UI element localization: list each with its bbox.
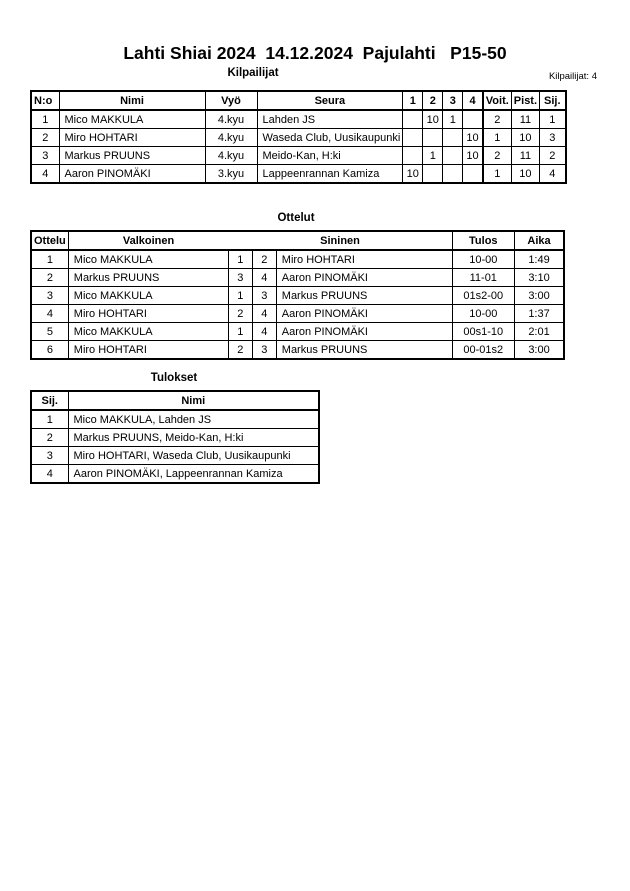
tulokset-table — [30, 390, 320, 484]
competitor-row — [31, 110, 566, 129]
header-sininen: Sininen — [228, 231, 452, 250]
result-name: Miro HOHTARI, Waseda Club, Uusikaupunki — [68, 447, 319, 465]
result-placement: 1 — [31, 410, 68, 429]
kilpailijat-table — [30, 90, 567, 184]
blue-player-name: Markus PRUUNS — [276, 341, 452, 360]
competitor-row — [31, 165, 566, 184]
wins-value: 1 — [483, 129, 512, 147]
round-3-score — [443, 147, 463, 165]
competitor-no: 1 — [31, 110, 59, 129]
header-voit: Voit. — [483, 91, 512, 110]
competitors-count-label: Kilpailijat: 4 — [548, 71, 597, 82]
round-3-score: 1 — [443, 110, 463, 129]
competitor-no: 4 — [31, 165, 59, 184]
result-placement: 4 — [31, 465, 68, 484]
white-player-name: Mico MAKKULA — [68, 250, 228, 269]
match-time: 1:37 — [514, 305, 564, 323]
match-no: 5 — [31, 323, 68, 341]
competitor-name: Mico MAKKULA — [59, 110, 205, 129]
placement-value: 1 — [540, 110, 566, 129]
white-player-no: 1 — [228, 287, 252, 305]
blue-player-no: 3 — [252, 287, 276, 305]
match-row — [31, 269, 564, 287]
round-2-score — [423, 129, 443, 147]
white-player-no: 2 — [228, 305, 252, 323]
page-title: Lahti Shiai 2024 14.12.2024 Pajulahti P15-50 — [123, 43, 507, 63]
competitor-row — [31, 147, 566, 165]
tulokset-section-title: Tulokset — [150, 372, 198, 384]
match-result: 10-00 — [452, 250, 514, 269]
kilpailijat-section-header — [0, 66, 630, 84]
placement-value: 4 — [540, 165, 566, 184]
header-round-2: 2 — [423, 91, 443, 110]
match-row — [31, 287, 564, 305]
blue-player-no: 4 — [252, 323, 276, 341]
header-no: N:o — [31, 91, 59, 110]
header-aika: Aika — [514, 231, 564, 250]
round-4-score: 10 — [463, 129, 483, 147]
white-player-name: Miro HOHTARI — [68, 305, 228, 323]
match-no: 3 — [31, 287, 68, 305]
white-player-name: Mico MAKKULA — [68, 323, 228, 341]
header-sij: Sij. — [31, 391, 68, 410]
wins-value: 1 — [483, 165, 512, 184]
points-value: 11 — [511, 147, 539, 165]
match-time: 2:01 — [514, 323, 564, 341]
match-row — [31, 250, 564, 269]
competitor-belt: 4.kyu — [205, 110, 257, 129]
result-row — [31, 410, 319, 429]
round-2-score: 10 — [423, 110, 443, 129]
blue-player-name: Aaron PINOMÄKI — [276, 305, 452, 323]
competitor-belt: 4.kyu — [205, 147, 257, 165]
round-4-score — [463, 110, 483, 129]
blue-player-name: Aaron PINOMÄKI — [276, 269, 452, 287]
match-result: 00-01s2 — [452, 341, 514, 360]
match-result: 01s2-00 — [452, 287, 514, 305]
round-2-score: 1 — [423, 147, 443, 165]
blue-player-name: Miro HOHTARI — [276, 250, 452, 269]
kilpailijat-header-row — [31, 91, 566, 110]
match-no: 6 — [31, 341, 68, 360]
wins-value: 2 — [483, 147, 512, 165]
white-player-name: Miro HOHTARI — [68, 341, 228, 360]
match-row — [31, 323, 564, 341]
blue-player-name: Aaron PINOMÄKI — [276, 323, 452, 341]
match-result: 00s1-10 — [452, 323, 514, 341]
round-3-score — [443, 165, 463, 184]
blue-player-no: 3 — [252, 341, 276, 360]
competitor-name: Miro HOHTARI — [59, 129, 205, 147]
points-value: 10 — [511, 165, 539, 184]
white-player-no: 3 — [228, 269, 252, 287]
round-3-score — [443, 129, 463, 147]
match-time: 1:49 — [514, 250, 564, 269]
competitor-club: Meido-Kan, H:ki — [257, 147, 403, 165]
header-vyo: Vyö — [205, 91, 257, 110]
competitor-club: Lahden JS — [257, 110, 403, 129]
round-4-score — [463, 165, 483, 184]
header-sij: Sij. — [540, 91, 566, 110]
ottelut-section-title: Ottelut — [277, 212, 315, 224]
points-value: 10 — [511, 129, 539, 147]
header-pist: Pist. — [511, 91, 539, 110]
result-placement: 3 — [31, 447, 68, 465]
wins-value: 2 — [483, 110, 512, 129]
ottelut-header-row — [31, 231, 564, 250]
points-value: 11 — [511, 110, 539, 129]
round-1-score — [403, 110, 423, 129]
result-name: Markus PRUUNS, Meido-Kan, H:ki — [68, 429, 319, 447]
blue-player-name: Markus PRUUNS — [276, 287, 452, 305]
competitor-belt: 4.kyu — [205, 129, 257, 147]
kilpailijat-section-title: Kilpailijat — [227, 67, 279, 79]
header-round-1: 1 — [403, 91, 423, 110]
white-player-name: Mico MAKKULA — [68, 287, 228, 305]
competitor-club: Lappeenrannan Kamiza — [257, 165, 403, 184]
blue-player-no: 4 — [252, 269, 276, 287]
competitor-no: 3 — [31, 147, 59, 165]
match-no: 2 — [31, 269, 68, 287]
competitor-no: 2 — [31, 129, 59, 147]
competitor-name: Markus PRUUNS — [59, 147, 205, 165]
match-no: 4 — [31, 305, 68, 323]
blue-player-no: 4 — [252, 305, 276, 323]
competitor-club: Waseda Club, Uusikaupunki — [257, 129, 403, 147]
round-2-score — [423, 165, 443, 184]
match-time: 3:00 — [514, 341, 564, 360]
match-row — [31, 305, 564, 323]
result-row — [31, 465, 319, 484]
ottelut-table — [30, 230, 565, 360]
round-1-score: 10 — [403, 165, 423, 184]
match-result: 11-01 — [452, 269, 514, 287]
white-player-no: 1 — [228, 323, 252, 341]
header-round-4: 4 — [463, 91, 483, 110]
result-row — [31, 429, 319, 447]
placement-value: 3 — [540, 129, 566, 147]
result-placement: 2 — [31, 429, 68, 447]
match-row — [31, 341, 564, 360]
blue-player-no: 2 — [252, 250, 276, 269]
result-name: Mico MAKKULA, Lahden JS — [68, 410, 319, 429]
competitor-belt: 3.kyu — [205, 165, 257, 184]
header-nimi: Nimi — [59, 91, 205, 110]
white-player-no: 2 — [228, 341, 252, 360]
round-4-score: 10 — [463, 147, 483, 165]
white-player-name: Markus PRUUNS — [68, 269, 228, 287]
header-round-3: 3 — [443, 91, 463, 110]
match-time: 3:10 — [514, 269, 564, 287]
header-ottelu: Ottelu — [31, 231, 68, 250]
match-time: 3:00 — [514, 287, 564, 305]
header-tulos: Tulos — [452, 231, 514, 250]
competitor-row — [31, 129, 566, 147]
header-valkoinen: Valkoinen — [68, 231, 228, 250]
tulokset-header-row — [31, 391, 319, 410]
result-row — [31, 447, 319, 465]
result-name: Aaron PINOMÄKI, Lappeenrannan Kamiza — [68, 465, 319, 484]
placement-value: 2 — [540, 147, 566, 165]
round-1-score — [403, 147, 423, 165]
match-no: 1 — [31, 250, 68, 269]
match-result: 10-00 — [452, 305, 514, 323]
header-seura: Seura — [257, 91, 403, 110]
white-player-no: 1 — [228, 250, 252, 269]
header-nimi: Nimi — [68, 391, 319, 410]
round-1-score — [403, 129, 423, 147]
competitor-name: Aaron PINOMÄKI — [59, 165, 205, 184]
